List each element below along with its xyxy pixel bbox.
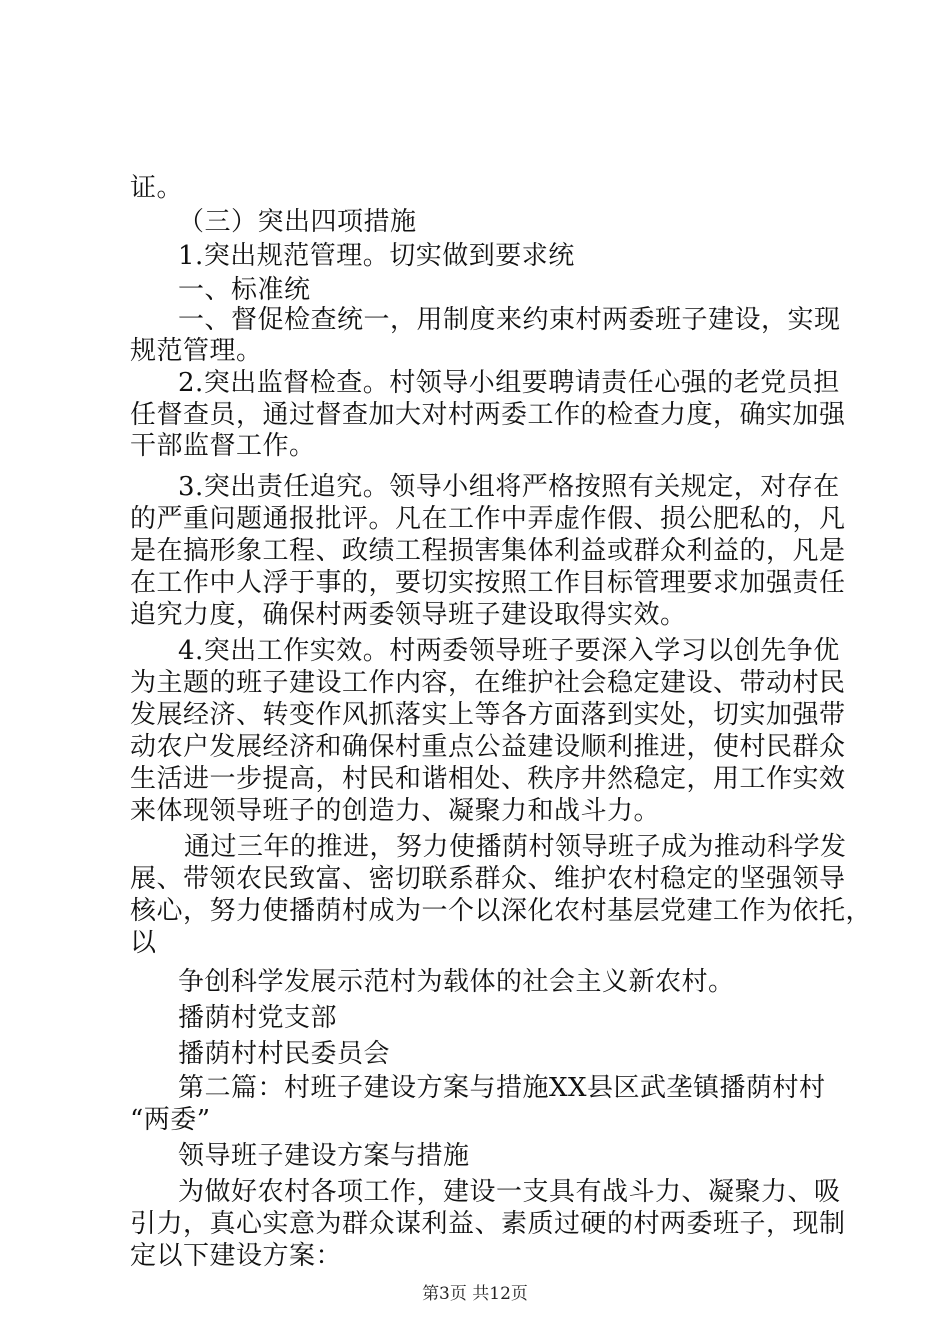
text-line: 通过三年的推进，努力使播荫村领导班子成为推动科学发 bbox=[184, 832, 847, 862]
signature-village-committee: 播荫村村民委员会 bbox=[178, 1039, 391, 1069]
text-line: 为做好农村各项工作，建设一支具有战斗力、凝聚力、吸 bbox=[178, 1177, 841, 1207]
text-line: 以 bbox=[130, 928, 157, 958]
text-line: 动农户发展经济和确保村重点公益建设顺利推进，使村民群众 bbox=[130, 732, 846, 762]
chapter-heading: 第二篇：村班子建设方案与措施XX县区武垄镇播荫村村 bbox=[178, 1073, 826, 1103]
text-line: 规范管理。 bbox=[130, 336, 263, 366]
text-line: 证。 bbox=[130, 173, 184, 203]
text-line: 核心，努力使播荫村成为一个以深化农村基层党建工作为依托， bbox=[130, 896, 873, 926]
text-line: 展、带领农民致富、密切联系群众、维护农村稳定的坚强领导 bbox=[130, 864, 846, 894]
text-line: 干部监督工作。 bbox=[130, 431, 316, 461]
text-line: 追究力度，确保村两委领导班子建设取得实效。 bbox=[130, 600, 687, 630]
text-line: 是在搞形象工程、政绩工程损害集体利益或群众利益的，凡是 bbox=[130, 536, 846, 566]
chapter-subheading: 领导班子建设方案与措施 bbox=[178, 1141, 470, 1171]
text-line: 的严重问题通报批评。凡在工作中弄虚作假、损公肥私的，凡 bbox=[130, 504, 846, 534]
text-line: 争创科学发展示范村为载体的社会主义新农村。 bbox=[178, 967, 735, 997]
text-line: 来体现领导班子的创造力、凝聚力和战斗力。 bbox=[130, 796, 661, 826]
text-line: 定以下建设方案： bbox=[130, 1241, 343, 1271]
text-line: 2.突出监督检查。村领导小组要聘请责任心强的老党员担 bbox=[178, 368, 840, 398]
signature-party-branch: 播荫村党支部 bbox=[178, 1003, 338, 1033]
text-line: 一、督促检查统一，用制度来约束村两委班子建设，实现 bbox=[178, 305, 841, 335]
text-line: 4.突出工作实效。村两委领导班子要深入学习以创先争优 bbox=[178, 636, 840, 666]
page-number-footer: 第3页 共12页 bbox=[422, 1284, 528, 1304]
chapter-heading-cont: “两委” bbox=[130, 1105, 211, 1135]
text-line: 一、标准统 bbox=[178, 275, 311, 305]
text-line: 在工作中人浮于事的，要切实按照工作目标管理要求加强责任 bbox=[130, 568, 846, 598]
text-line: 任督查员，通过督查加大对村两委工作的检查力度，确实加强 bbox=[130, 400, 846, 430]
text-line: 生活进一步提高，村民和谐相处、秩序井然稳定，用工作实效 bbox=[130, 764, 846, 794]
text-line: 引力，真心实意为群众谋利益、素质过硬的村两委班子，现制 bbox=[130, 1209, 846, 1239]
text-line: 发展经济、转变作风抓落实上等各方面落到实处，切实加强带 bbox=[130, 700, 846, 730]
text-line: 3.突出责任追究。领导小组将严格按照有关规定，对存在 bbox=[178, 472, 840, 502]
text-line: 1.突出规范管理。切实做到要求统 bbox=[178, 241, 575, 271]
text-line: 为主题的班子建设工作内容，在维护社会稳定建设、带动村民 bbox=[130, 668, 846, 698]
section-heading: （三）突出四项措施 bbox=[178, 207, 417, 237]
